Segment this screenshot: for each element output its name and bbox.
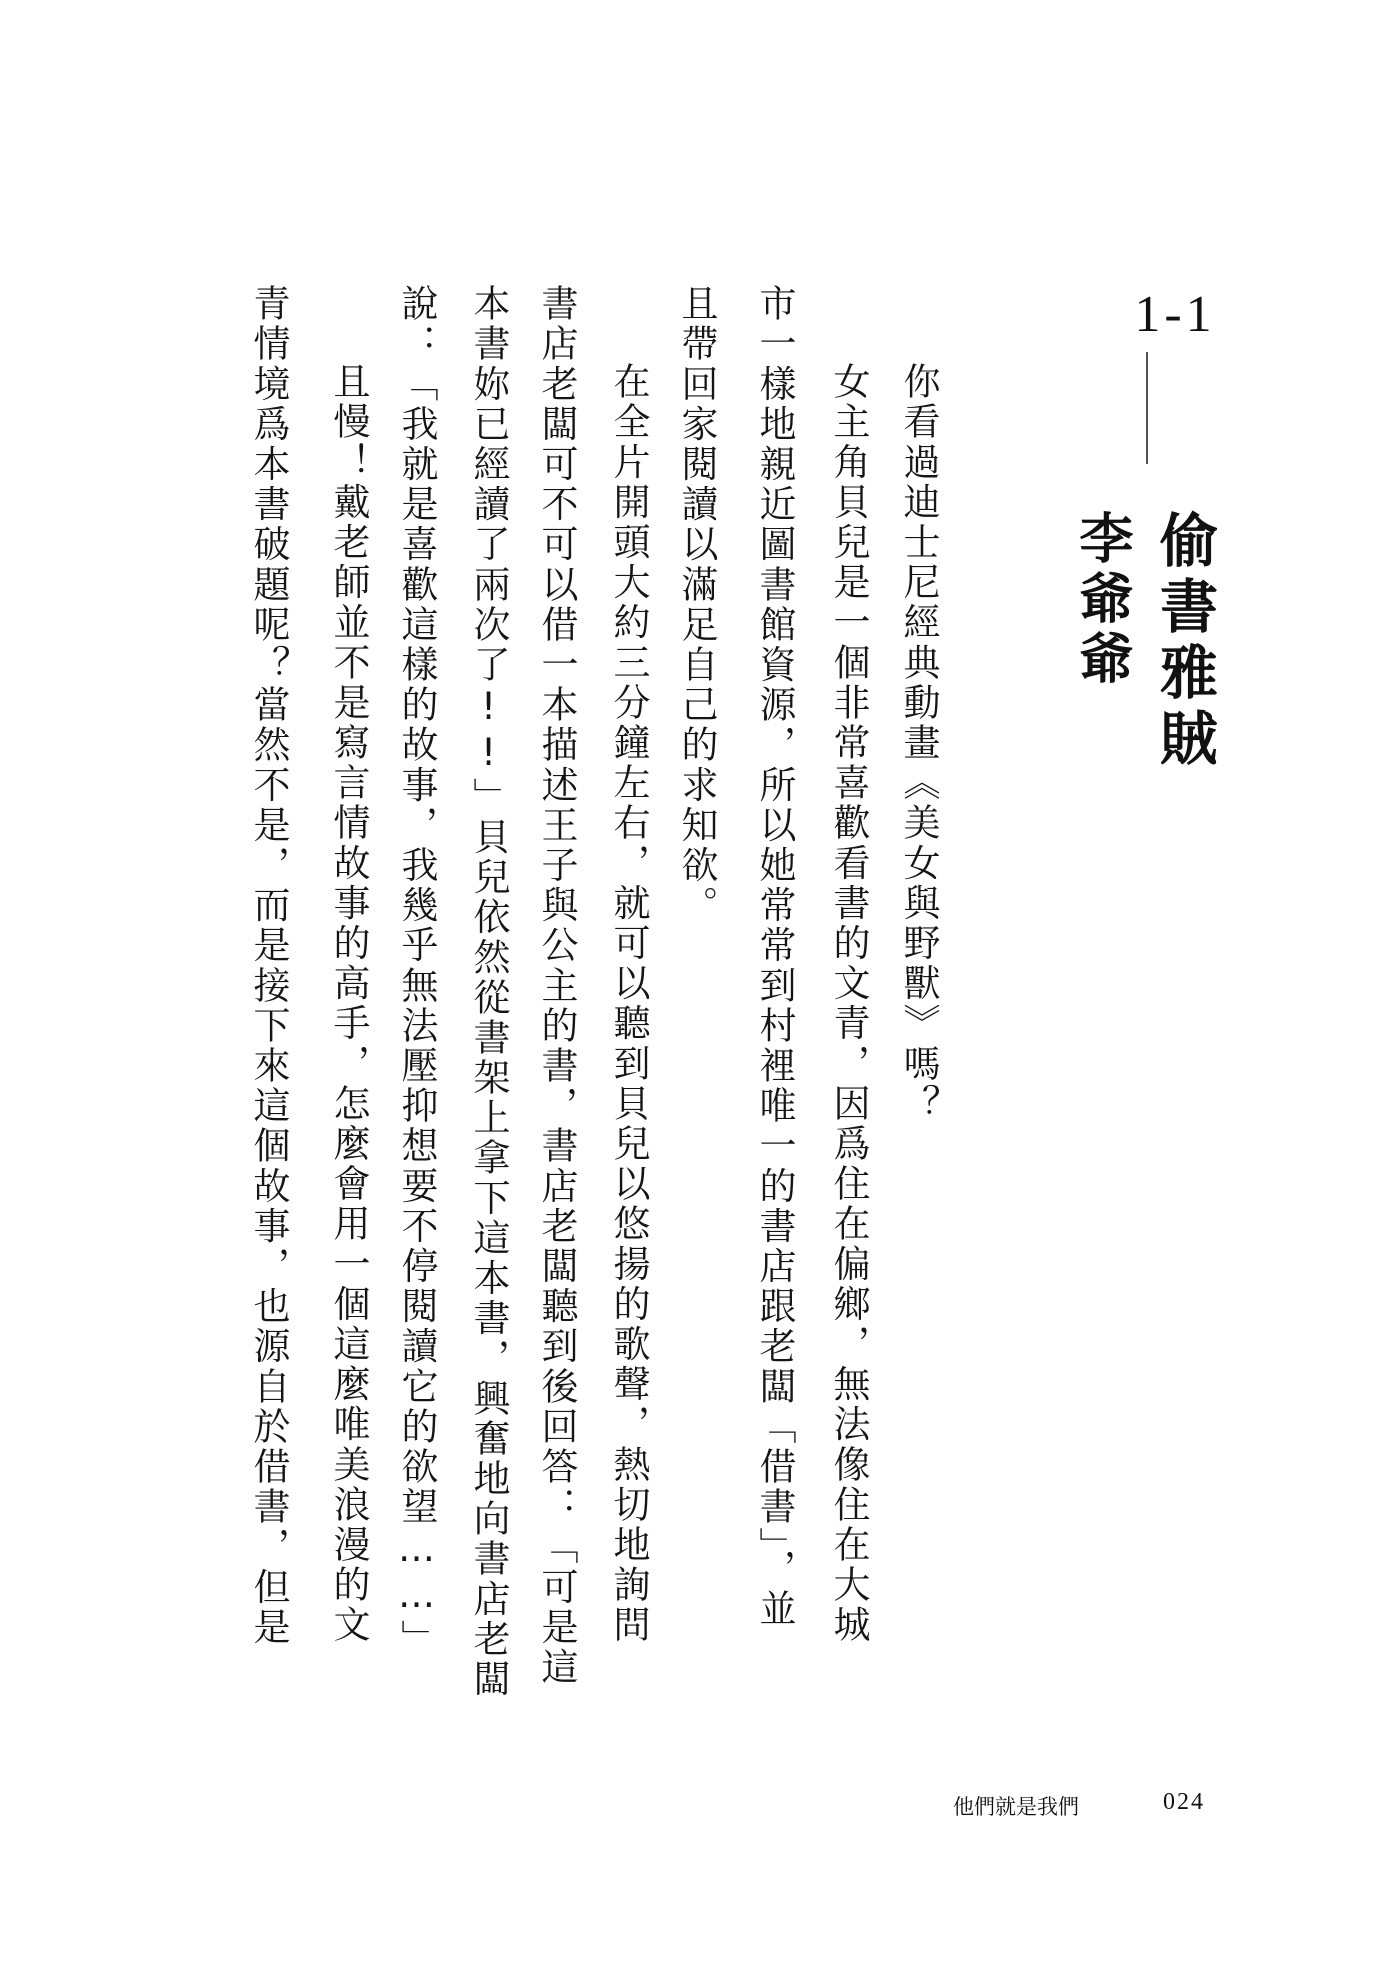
body-column-4: 且帶回家閱讀以滿足自己的求知欲。	[675, 284, 718, 926]
body-column-10: 青情境爲本書破題呢？當然不是，而是接下來這個故事，也源自於借書，但是	[247, 284, 290, 1648]
chapter-title: 偷書雅賊	[1150, 510, 1218, 774]
body-column-5: 在全片開頭大約三分鐘左右，就可以聽到貝兒以悠揚的歌聲，熱切地詢問	[607, 362, 650, 1646]
body-column-7: 本書妳已經讀了兩次了!!」貝兒依然從書架上拿下這本書，興奮地向書店老闆	[467, 284, 510, 1700]
running-footer-title: 他們就是我們	[953, 1795, 1079, 1819]
body-column-1: 你看過迪士尼經典動畫《美女與野獸》嗎？	[897, 362, 940, 1124]
body-column-3: 市一樣地親近圖書館資源，所以她常常到村裡唯一的書店跟老闆「借書」，並	[753, 284, 796, 1629]
chapter-number: 1-1	[1134, 286, 1216, 343]
body-column-8: 說：「我就是喜歡這樣的故事，我幾乎無法壓抑想要不停閱讀它的欲望……」	[395, 284, 438, 1660]
title-divider-rule	[1146, 352, 1148, 464]
body-column-2: 女主角貝兒是一個非常喜歡看書的文青，因爲住在偏鄉，無法像住在大城	[827, 362, 870, 1646]
chapter-author: 李爺爺	[1071, 510, 1135, 690]
body-column-6: 書店老闆可不可以借一本描述王子與公主的書，書店老闆聽到後回答：「可是這	[535, 284, 578, 1688]
page-number: 024	[1163, 1789, 1205, 1815]
body-column-9: 且慢！戴老師並不是寫言情故事的高手，怎麼會用一個這麼唯美浪漫的文	[327, 362, 370, 1646]
